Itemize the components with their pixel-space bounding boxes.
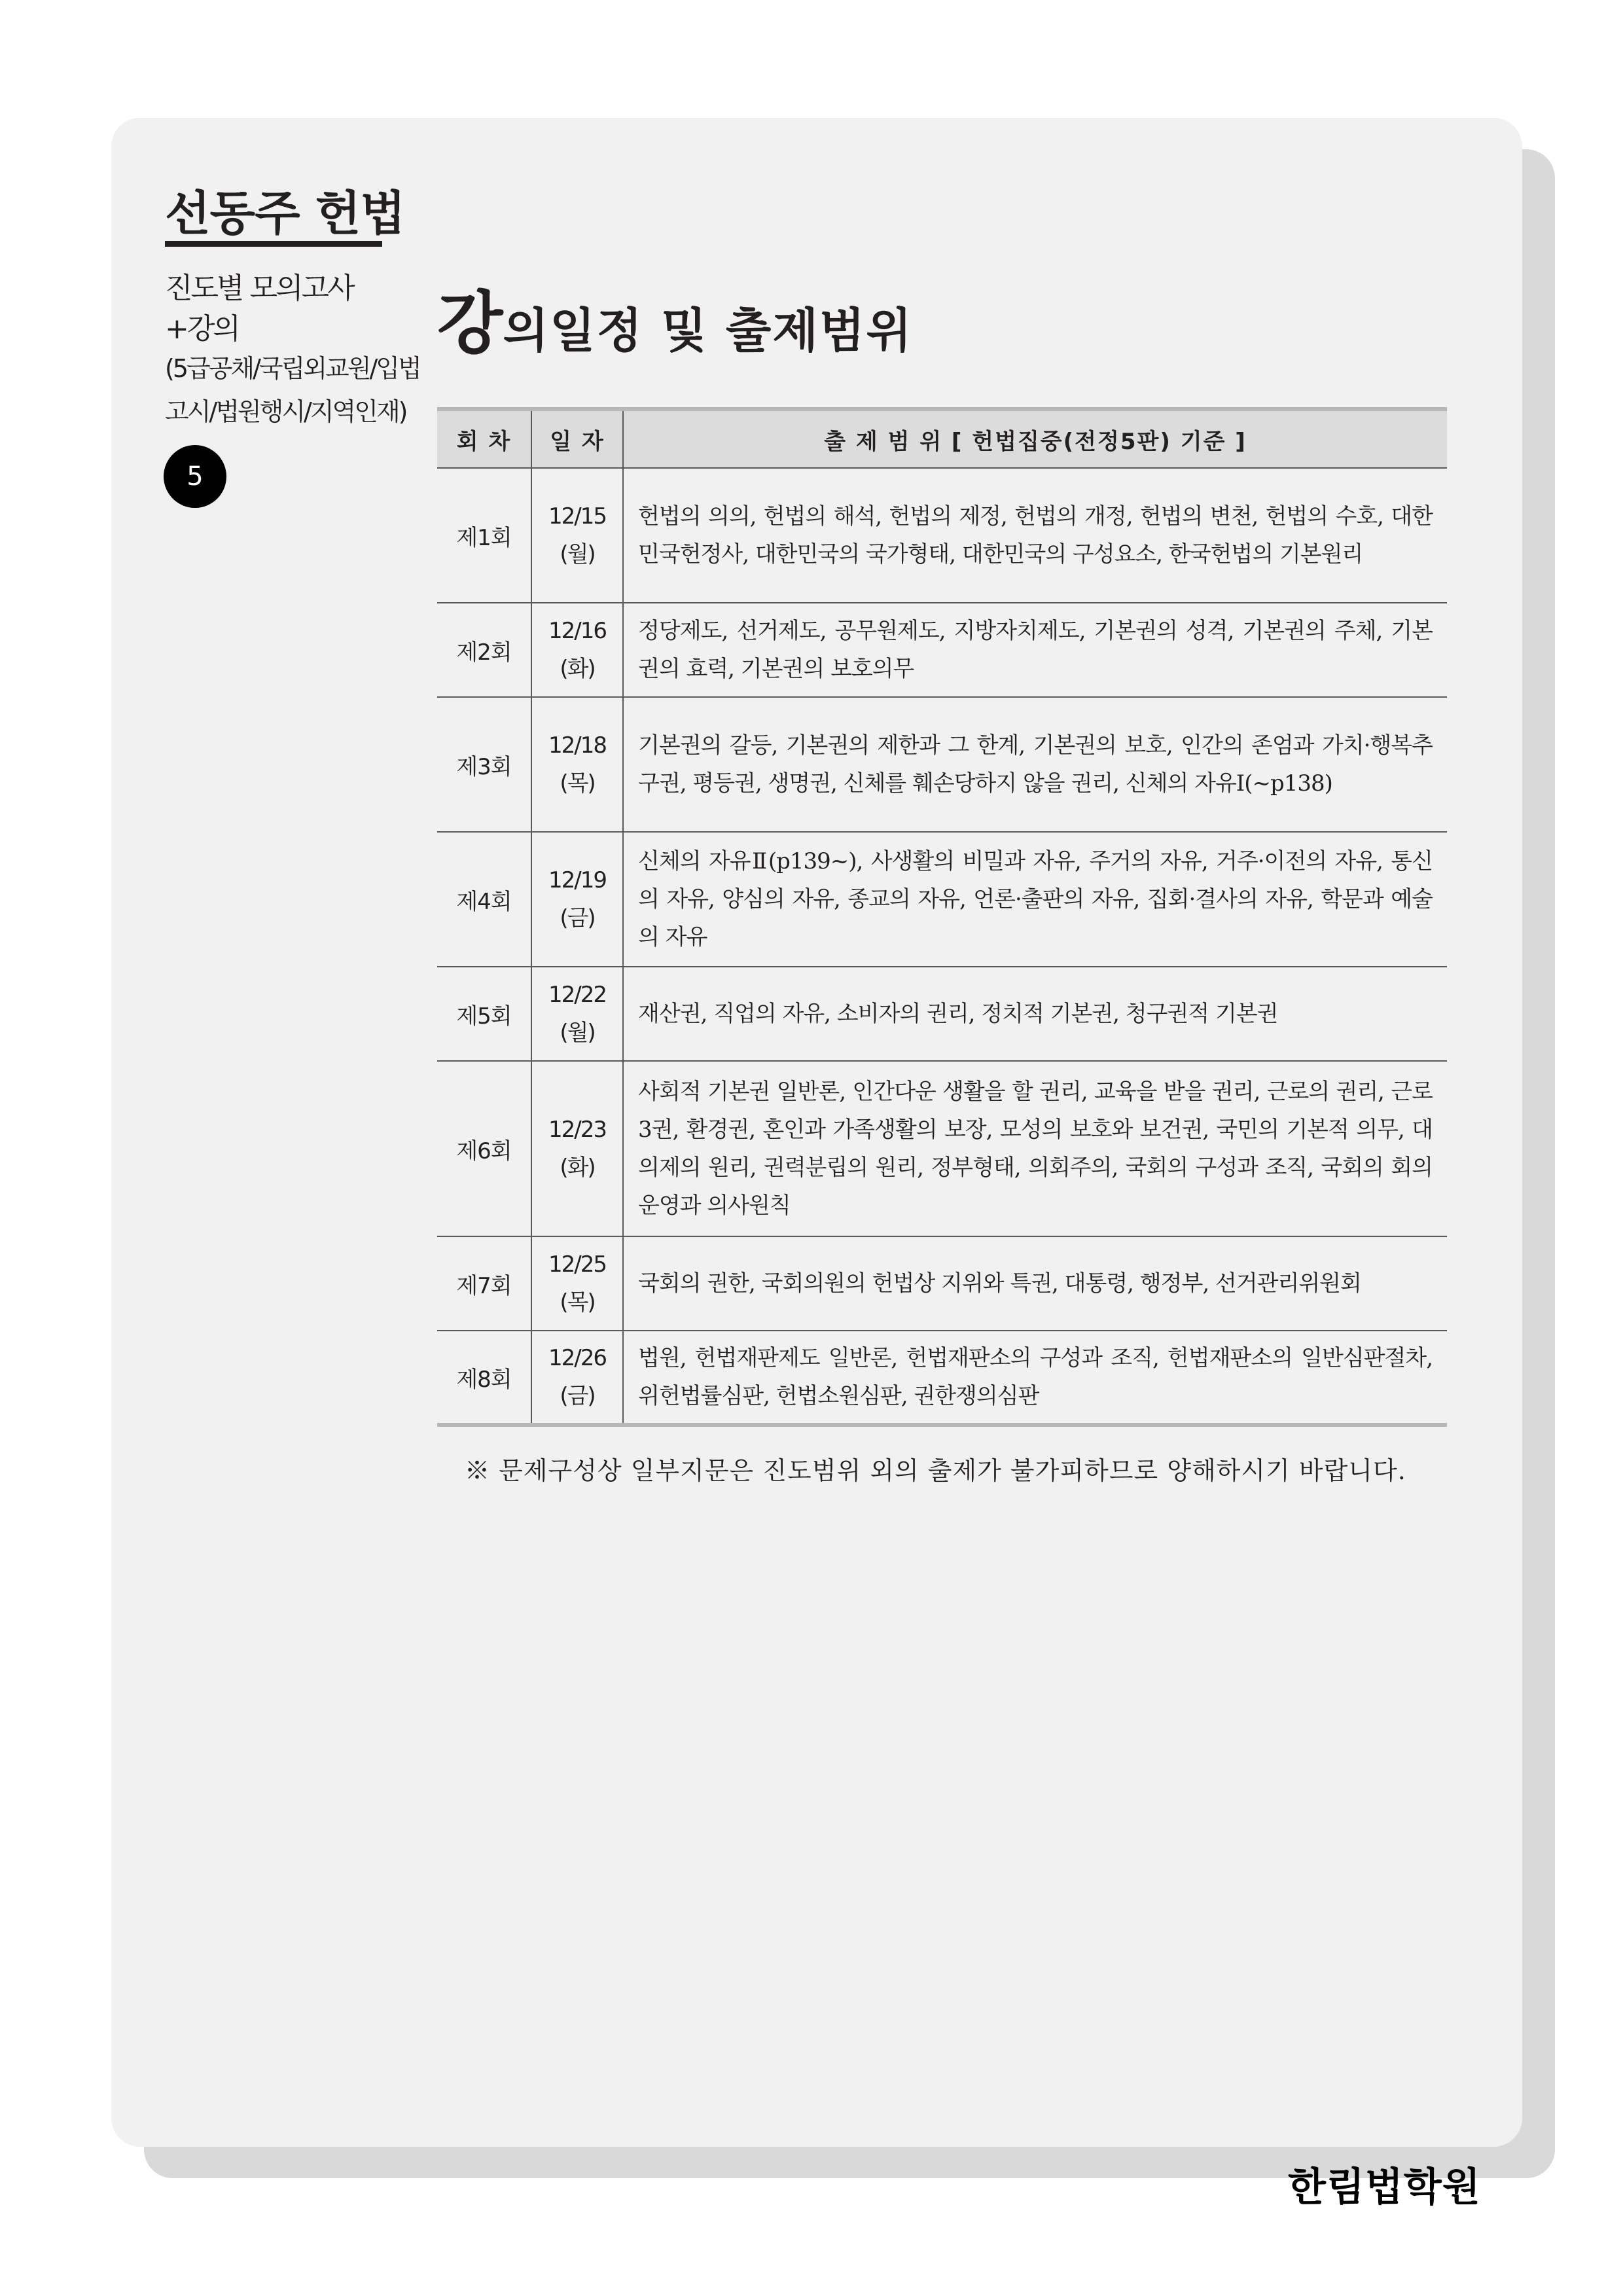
table-row (437, 832, 1447, 967)
row-day-of-week: (월) (560, 541, 595, 567)
row-round: 제8회 (437, 1331, 531, 1425)
row-date-value: 12/18 (548, 732, 606, 759)
row-date (531, 1061, 623, 1236)
row-day-of-week: (목) (560, 1289, 595, 1316)
table-header-row (437, 409, 1447, 468)
brand-title: 선동주 헌법 (165, 185, 405, 241)
row-round: 제7회 (437, 1236, 531, 1331)
row-date-value: 12/23 (548, 1117, 606, 1143)
schedule-table (437, 407, 1447, 1427)
row-date-value: 12/15 (548, 503, 606, 529)
row-round: 제3회 (437, 697, 531, 832)
row-day-of-week: (금) (560, 905, 595, 931)
row-date (531, 832, 623, 967)
row-scope: 정당제도, 선거제도, 공무원제도, 지방자치제도, 기본권의 성격, 기본권의 주체, 기본권의 효력, 기본권의 보호의무 (623, 603, 1447, 697)
table-row (437, 603, 1447, 697)
row-day-of-week: (화) (560, 1155, 595, 1181)
row-day-of-week: (월) (560, 1020, 595, 1046)
volume-badge: 5 (164, 445, 226, 508)
row-day-of-week: (화) (560, 656, 595, 682)
table-row (437, 697, 1447, 832)
brand-underline (165, 241, 382, 247)
table-row (437, 1331, 1447, 1425)
title-first-char: 강 (437, 283, 503, 363)
publisher-logo: 한림법학원 (1288, 2164, 1481, 2210)
row-date (531, 603, 623, 697)
row-date (531, 1236, 623, 1331)
notice-text: ※ 문제구성상 일부지문은 진도범위 외의 출제가 불가피하므로 양해하시기 바랍니다. (465, 1456, 1406, 1485)
row-round: 제2회 (437, 603, 531, 697)
row-date-value: 12/25 (548, 1251, 606, 1278)
row-date-value: 12/26 (548, 1345, 606, 1371)
table-row (437, 1061, 1447, 1236)
row-scope: 기본권의 갈등, 기본권의 제한과 그 한계, 기본권의 보호, 인간의 존엄과 가치·행복추구권, 평등권, 생명권, 신체를 훼손당하지 않을 권리, 신체의 자유Ⅰ(~p138) (623, 697, 1447, 832)
row-scope: 사회적 기본권 일반론, 인간다운 생활을 할 권리, 교육을 받을 권리, 근로의 권리, 근로3권, 환경권, 혼인과 가족생활의 보장, 모성의 보호와 보건권, 국민의 기본적 의무, 대의제의 원리, 권력분립의 원리, 정부형태, 의회주의, 국회의 구성과 조직, 국회의 회의운영과 의사원칙 (623, 1061, 1447, 1236)
row-date (531, 967, 623, 1061)
row-day-of-week: (금) (560, 1383, 595, 1409)
row-date-value: 12/19 (548, 867, 606, 893)
row-date (531, 697, 623, 832)
row-date (531, 1331, 623, 1425)
row-round: 제6회 (437, 1061, 531, 1236)
row-scope: 신체의 자유Ⅱ(p139~), 사생활의 비밀과 자유, 주거의 자유, 거주·이전의 자유, 통신의 자유, 양심의 자유, 종교의 자유, 언론·출판의 자유, 집회·결사의 자유, 학문과 예술의 자유 (623, 832, 1447, 967)
title-rest: 의일정 및 출제범위 (503, 302, 914, 358)
table-row (437, 1236, 1447, 1331)
row-day-of-week: (목) (560, 770, 595, 797)
row-date (531, 468, 623, 603)
row-scope: 국회의 권한, 국회의원의 헌법상 지위와 특권, 대통령, 행정부, 선거관리위원회 (623, 1236, 1447, 1331)
subtitle-line-1: 진도별 모의고사 (165, 272, 353, 305)
row-date-value: 12/22 (548, 982, 606, 1008)
row-date-value: 12/16 (548, 618, 606, 644)
row-scope: 헌법의 의의, 헌법의 해석, 헌법의 제정, 헌법의 개정, 헌법의 변천, 헌법의 수호, 대한민국헌정사, 대한민국의 국가형태, 대한민국의 구성요소, 한국헌법의 기본원리 (623, 468, 1447, 603)
subtitle-line-4: 고시/법원행시/지역인재) (165, 397, 406, 426)
header-date: 일 자 (531, 409, 623, 468)
header-scope: 출 제 범 위 [ 헌법집중(전정5판) 기준 ] (623, 409, 1447, 468)
subtitle-line-2: +강의 (165, 312, 239, 346)
page-title (437, 268, 913, 367)
row-round: 제1회 (437, 468, 531, 603)
row-scope: 재산권, 직업의 자유, 소비자의 권리, 정치적 기본권, 청구권적 기본권 (623, 967, 1447, 1061)
header-round: 회 차 (437, 409, 531, 468)
subtitle-line-3: (5급공채/국립외교원/입법 (165, 354, 420, 383)
row-round: 제4회 (437, 832, 531, 967)
row-round: 제5회 (437, 967, 531, 1061)
row-scope: 법원, 헌법재판제도 일반론, 헌법재판소의 구성과 조직, 헌법재판소의 일반심판절차, 위헌법률심판, 헌법소원심판, 권한쟁의심판 (623, 1331, 1447, 1425)
table-row (437, 468, 1447, 603)
table-row (437, 967, 1447, 1061)
